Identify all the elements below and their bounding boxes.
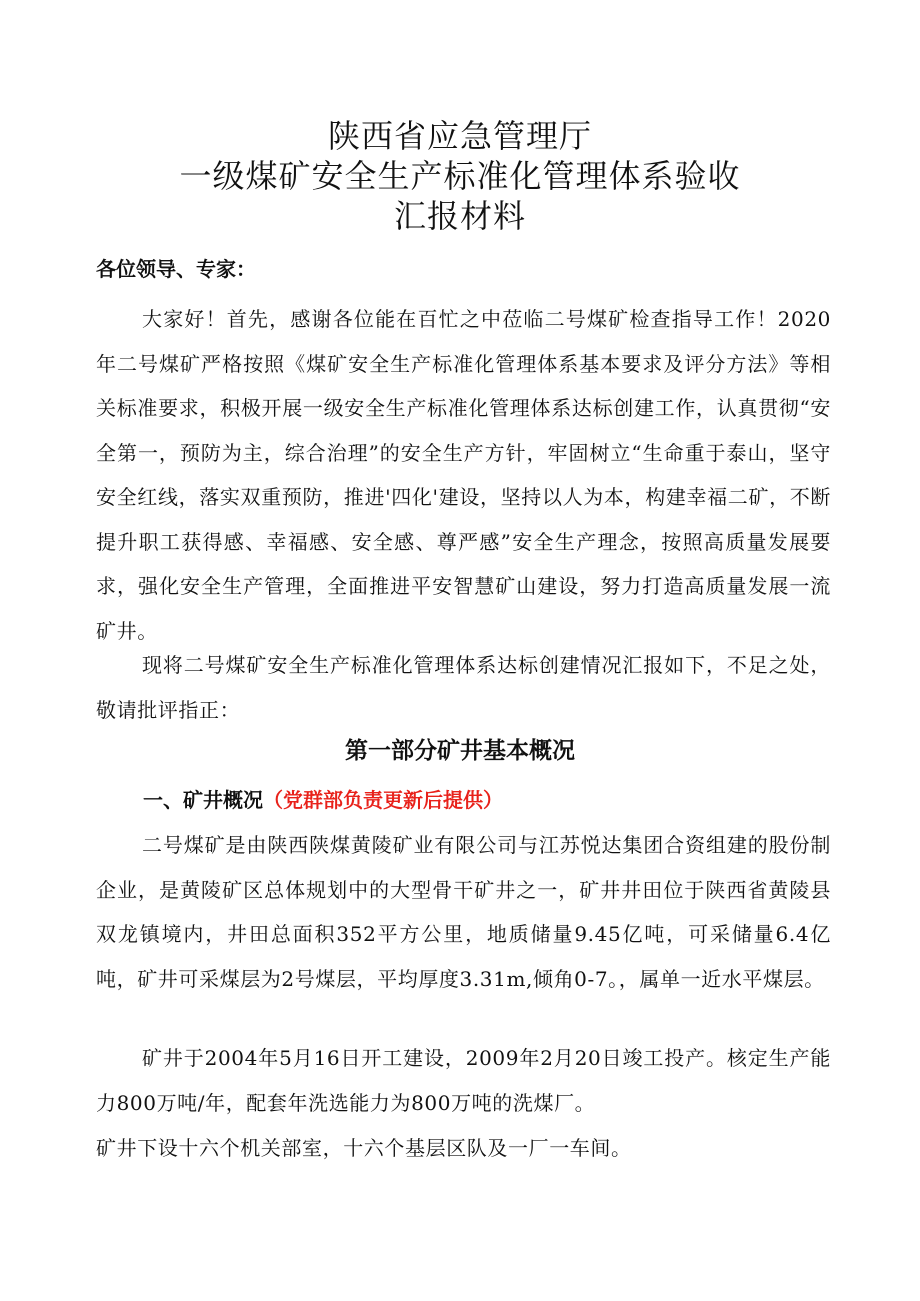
title-line-agency: 陕西省应急管理厅	[327, 117, 592, 155]
section-heading	[143, 785, 503, 815]
title-line-doc-type: 汇报材料	[393, 197, 526, 235]
intro-paragraph-1: 大家好！首先，感谢各位能在百忙之中莅临二号煤矿检查指导工作！2020年二号煤矿严格按照《煤矿安全生产标准化管理体系基本要求及评分方法》等相关标准要求，积极开展一级安全生产标准化管理体系达标创建工作，认真贯彻“安全第一，预防为主，综合治理”的安全生产方针，牢固树立“生命重于泰山，坚守安全红线，落实双重预防，推进'四化'建设，坚持以人为本，构建幸福二矿，不断提升职工获得感、幸福感、安全感、尊严感”安全生产理念，按照高质量发展要求，强化安全生产管理，全面推进平安智慧矿山建设，努力打造高质量发展一流矿井。	[96, 307, 831, 643]
document-title	[0, 116, 920, 236]
overview-paragraph-1: 二号煤矿是由陕西陕煤黄陵矿业有限公司与江苏悦达集团合资组建的股份制企业，是黄陵矿区总体规划中的大型骨干矿井之一，矿井井田位于陕西省黄陵县双龙镇境内，井田总面积352平方公里，地质储量9.45亿吨，可采储量6.4亿吨，矿井可采煤层为2号煤层，平均厚度3.31m,倾角0-7。，属单一近水平煤层。	[96, 833, 831, 991]
intro-paragraph-2: 现将二号煤矿安全生产标准化管理体系达标创建情况汇报如下，不足之处，敬请批评指正：	[96, 653, 831, 722]
section-heading-text: 一、矿井概况	[143, 788, 263, 812]
section-responsibility-note: （党群部负责更新后提供）	[263, 788, 503, 812]
overview-paragraph-2: 矿井于2004年5月16日开工建设，2009年2月20日竣工投产。核定生产能力800万吨/年，配套年洗选能力为800万吨的洗煤厂。	[96, 1046, 831, 1115]
title-line-subject: 一级煤矿安全生产标准化管理体系验收	[179, 157, 741, 195]
overview-paragraph-3: 矿井下设十六个机关部室，十六个基层区队及一厂一车间。	[96, 1136, 632, 1160]
greeting: 各位领导、专家：	[96, 257, 256, 281]
part-heading: 第一部分矿井基本概况	[345, 738, 575, 764]
